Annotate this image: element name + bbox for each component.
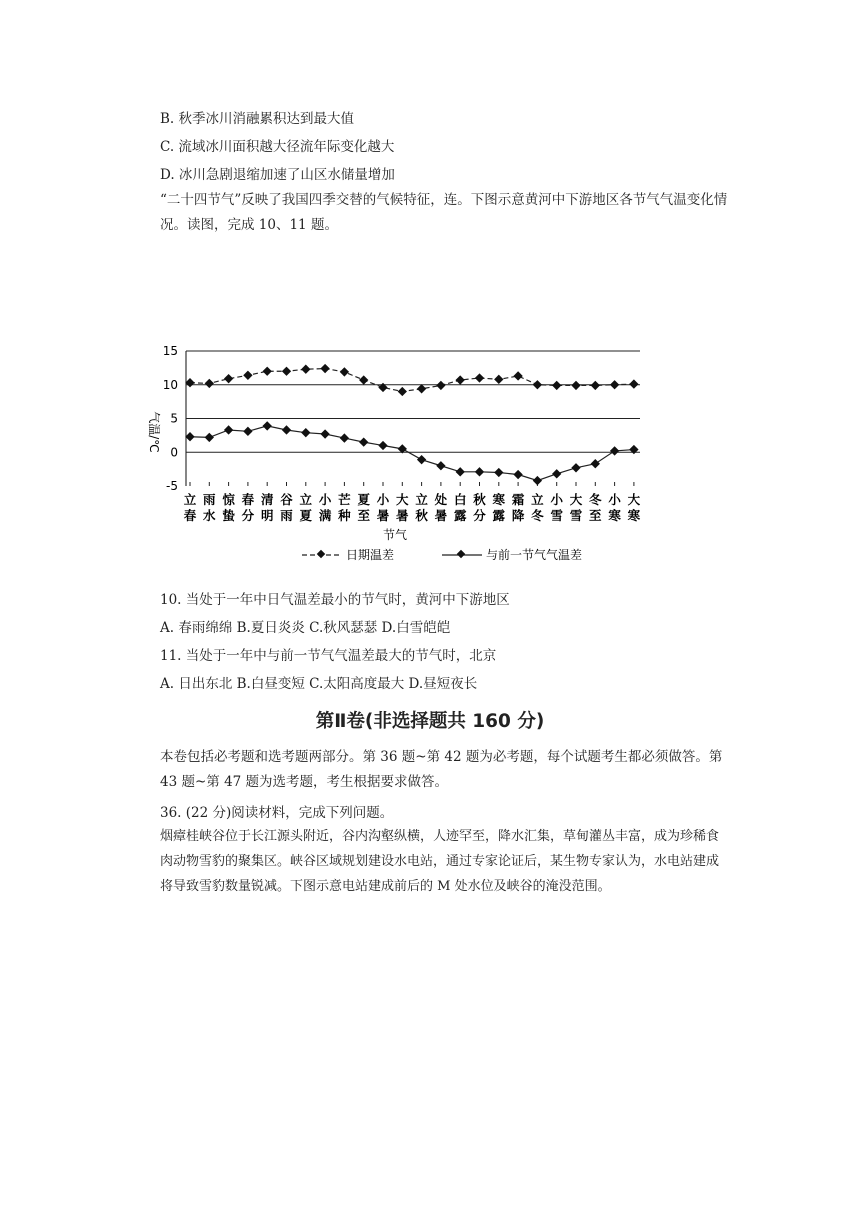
x-tick-label: 春 (183, 508, 197, 523)
chart-x-label: 节气 (382, 528, 408, 542)
x-tick-label: 霜 (511, 492, 525, 507)
x-tick-label: 分 (241, 508, 255, 523)
y-tick-label: 5 (170, 411, 178, 426)
x-tick-label: 清 (260, 492, 274, 507)
x-tick-label: 立 (531, 492, 544, 507)
x-tick-label: 寒 (627, 508, 641, 523)
y-tick-label: 15 (162, 344, 178, 358)
data-point-1 (629, 379, 638, 388)
x-tick-label: 秋 (415, 508, 428, 523)
question-36-material: 烟瘴桂峡谷位于长江源头附近，谷内沟壑纵横，人迹罕至，降水汇集，草甸灌丛丰富，成为珍稀食肉动物雪豹的聚集区。峡谷区域规划建设水电站，通过专家论证后，某生物专家认为，水电站建成将导致雪豹数量锐减。下图示意电站建成前后的 M 处水位及峡谷的淹没范围。 (160, 829, 720, 894)
data-point-1 (205, 379, 214, 388)
data-point-1 (378, 383, 387, 392)
x-tick-label: 大 (396, 492, 409, 507)
chart-legend (302, 547, 582, 562)
data-point-1 (398, 387, 407, 396)
data-point-1 (552, 381, 561, 390)
legend-diamond-marker-1 (317, 550, 325, 558)
legend-series-2-label: 与前一节气气温差 (486, 548, 583, 562)
question-11-options: A. 日出东北 B.白昼变短 C.太阳高度最大 D.昼短夜长 (160, 676, 478, 692)
x-tick-label: 寒 (492, 492, 506, 507)
data-point-1 (513, 371, 522, 380)
question-10-options: A. 春雨绵绵 B.夏日炎炎 C.秋风瑟瑟 D.白雪皑皑 (160, 620, 451, 636)
data-point-2 (320, 429, 329, 438)
data-point-1 (243, 371, 252, 380)
data-point-2 (552, 469, 561, 478)
x-tick-label: 芒 (338, 492, 351, 507)
data-point-2 (340, 433, 349, 442)
x-tick-label: 降 (511, 508, 525, 523)
data-point-2 (591, 459, 600, 468)
x-tick-label: 满 (318, 508, 332, 523)
y-tick-label: 10 (162, 377, 178, 392)
x-tick-label: 白 (453, 492, 467, 507)
x-tick-label: 雨 (203, 492, 216, 507)
x-tick-label: 露 (492, 508, 506, 523)
x-tick-label: 冬 (531, 508, 544, 523)
chart-grid (186, 351, 640, 486)
y-tick-label: 0 (170, 445, 178, 460)
option-c: C. 流域冰川面积越大径流年际变化越大 (160, 139, 395, 155)
question-36: 36. (22 分)阅读材料，完成下列问题。 (160, 805, 394, 821)
temperature-chart (140, 336, 680, 568)
x-tick-label: 露 (453, 508, 467, 523)
x-tick-label: 暑 (396, 508, 409, 523)
data-point-1 (185, 378, 194, 387)
chart-y-label: 气温/℃ (147, 411, 161, 453)
data-point-1 (533, 380, 542, 389)
data-point-1 (320, 364, 329, 373)
series-line-2 (190, 426, 634, 481)
x-tick-label: 雪 (569, 508, 583, 523)
data-point-1 (417, 384, 426, 393)
x-tick-label: 雪 (550, 508, 563, 523)
data-point-1 (224, 374, 233, 383)
data-point-2 (243, 427, 252, 436)
x-tick-label: 至 (357, 508, 370, 523)
x-tick-label: 惊 (222, 492, 235, 507)
y-tick-label: -5 (166, 479, 178, 493)
x-tick-label: 大 (569, 492, 583, 507)
data-point-2 (610, 446, 619, 455)
x-tick-label: 夏 (357, 492, 370, 507)
data-point-2 (533, 476, 542, 485)
x-tick-label: 小 (608, 492, 621, 507)
legend-series-1-label: 日期温差 (346, 548, 395, 562)
x-tick-label: 暑 (376, 508, 390, 523)
x-tick-label: 小 (376, 492, 390, 507)
chart-y-ticks (163, 344, 178, 493)
data-point-2 (282, 425, 291, 434)
data-point-1 (282, 367, 291, 376)
data-point-1 (591, 381, 600, 390)
x-tick-label: 大 (627, 492, 641, 507)
data-point-1 (610, 380, 619, 389)
question-11: 11. 当处于一年中与前一节气气温差最大的节气时，北京 (160, 648, 497, 664)
data-point-1 (456, 375, 465, 384)
data-point-2 (205, 433, 214, 442)
x-tick-label: 寒 (608, 508, 621, 523)
x-tick-label: 冬 (589, 492, 602, 507)
x-tick-label: 小 (318, 492, 332, 507)
data-point-1 (494, 375, 503, 384)
x-tick-label: 蛰 (222, 508, 235, 523)
data-point-2 (417, 455, 426, 464)
x-tick-label: 小 (550, 492, 563, 507)
x-tick-label: 处 (434, 492, 448, 507)
x-tick-label: 种 (338, 508, 351, 523)
data-point-1 (263, 367, 272, 376)
x-tick-label: 立 (415, 492, 428, 507)
data-point-2 (494, 468, 503, 477)
x-tick-label: 夏 (299, 508, 313, 523)
data-point-2 (263, 421, 272, 430)
data-point-2 (185, 432, 194, 441)
x-tick-label: 秋 (473, 492, 486, 507)
chart-series (185, 364, 638, 485)
data-point-2 (629, 445, 638, 454)
x-tick-label: 雨 (280, 508, 293, 523)
data-point-1 (571, 381, 580, 390)
data-point-1 (340, 367, 349, 376)
data-point-2 (224, 425, 233, 434)
data-point-2 (301, 428, 310, 437)
data-point-1 (436, 381, 445, 390)
section-2-intro: 本卷包括必考题和选考题两部分。第 36 题~第 42 题为必考题，每个试题考生都必须做答。第 43 题~第 47 题为选考题，考生根据要求做答。 (160, 749, 723, 790)
x-tick-label: 至 (589, 508, 602, 523)
data-point-1 (359, 375, 368, 384)
data-point-2 (513, 470, 522, 479)
x-tick-label: 暑 (434, 508, 448, 523)
data-point-2 (571, 463, 580, 472)
x-tick-label: 立 (299, 492, 313, 507)
x-tick-label: 春 (241, 492, 255, 507)
question-10: 10. 当处于一年中日气温差最小的节气时，黄河中下游地区 (160, 592, 510, 608)
x-tick-label: 水 (203, 508, 216, 523)
chart-x-ticks (184, 482, 641, 523)
x-tick-label: 立 (183, 492, 197, 507)
data-point-2 (359, 437, 368, 446)
section-2-title: 第Ⅱ卷(非选择题共 160 分) (315, 711, 545, 732)
option-b: B. 秋季冰川消融累积达到最大值 (160, 111, 355, 127)
data-point-2 (475, 467, 484, 476)
data-point-1 (475, 373, 484, 382)
intro-paragraph: “二十四节气”反映了我国四季交替的气候特征，连。下图示意黄河中下游地区各节气气温变化情况。读图，完成 10、11 题。 (160, 192, 728, 233)
data-point-2 (436, 461, 445, 470)
x-tick-label: 明 (260, 508, 274, 523)
data-point-2 (456, 467, 465, 476)
x-tick-label: 谷 (280, 492, 293, 507)
option-d: D. 冰川急剧退缩加速了山区水储量增加 (160, 167, 395, 183)
x-tick-label: 分 (473, 508, 486, 523)
data-point-2 (378, 441, 387, 450)
data-point-1 (301, 365, 310, 374)
series-line-1 (190, 369, 634, 392)
legend-diamond-marker-2 (457, 550, 465, 558)
